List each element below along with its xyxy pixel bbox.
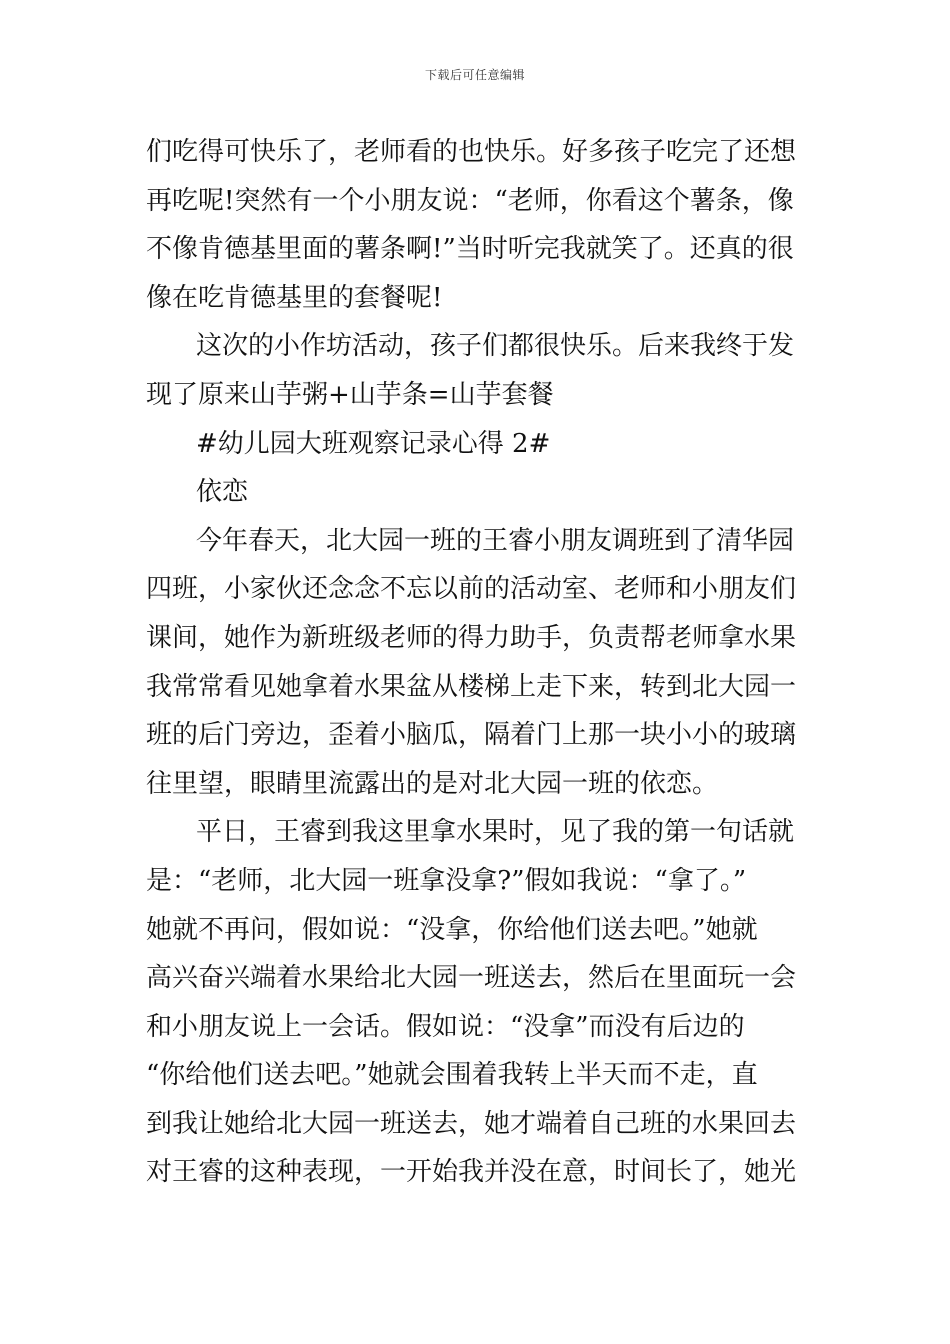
document-body (146, 128, 806, 1197)
text-line: 班的后门旁边，歪着小脑瓜，隔着门上那一块小小的玻璃 (146, 720, 797, 751)
text-line: 不像肯德基里面的薯条啊!”当时听完我就笑了。还真的很 (146, 234, 794, 265)
text-line: 再吃呢!突然有一个小朋友说：“老师，你看这个薯条，像 (146, 185, 794, 216)
text-line: 到我让她给北大园一班送去，她才端着自己班的水果回去 (146, 1108, 797, 1139)
text-line: #幼儿园大班观察记录心得 2# (196, 428, 551, 459)
text-line: 像在吃肯德基里的套餐呢! (146, 282, 443, 313)
text-line: 对王睿的这种表现，一开始我并没在意，时间长了，她光 (146, 1157, 797, 1188)
text-line: 们吃得可快乐了，老师看的也快乐。好多孩子吃完了还想 (146, 137, 797, 167)
text-line: 往里望，眼睛里流露出的是对北大园一班的依恋。 (146, 768, 719, 799)
text-line: 平日，王睿到我这里拿水果时，见了我的第一句话就 (196, 817, 795, 848)
text-line: 依恋 (196, 477, 249, 508)
text-line: 高兴奋兴端着水果给北大园一班送去，然后在里面玩一会 (146, 963, 797, 994)
page-header: 下载后可任意编辑 (424, 68, 525, 82)
text-line: 她就不再问，假如说：“没拿，你给他们送去吧。”她就 (146, 914, 758, 945)
text-line: 四班，小家伙还念念不忘以前的活动室、老师和小朋友们 (146, 574, 797, 605)
text-line: 我常常看见她拿着水果盆从楼梯上走下来，转到北大园一 (146, 671, 797, 702)
text-line: 和小朋友说上一会话。假如说：“没拿”而没有后边的 (146, 1011, 745, 1042)
text-line: 这次的小作坊活动，孩子们都很快乐。后来我终于发 (196, 331, 795, 362)
text-line: 今年春天，北大园一班的王睿小朋友调班到了清华园 (196, 525, 795, 556)
text-line: 课间，她作为新班级老师的得力助手，负责帮老师拿水果 (146, 622, 797, 653)
text-line: “你给他们送去吧。”她就会围着我转上半天而不走，直 (146, 1060, 758, 1091)
text-line: 是：“老师，北大园一班拿没拿?”假如我说：“拿了。” (146, 865, 747, 896)
text-line: 现了原来山芋粥+山芋条=山芋套餐 (146, 379, 554, 410)
